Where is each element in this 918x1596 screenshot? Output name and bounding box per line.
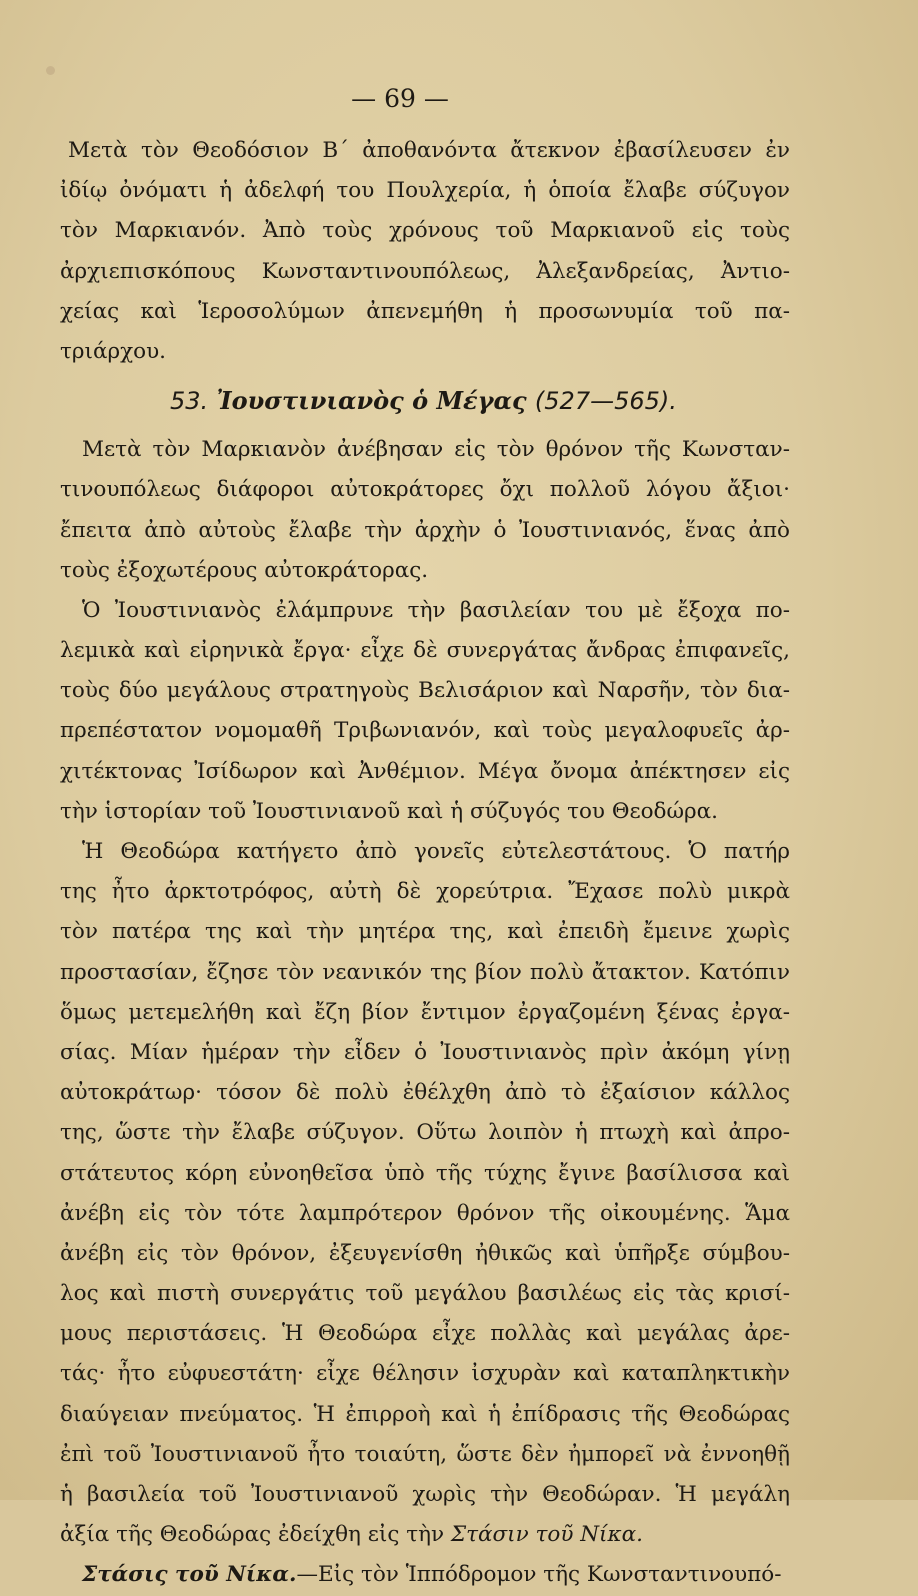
text-line: Ὁ Ἰουστινιανὸς ἐλάμπρυνε τὴν βασιλείαν του μὲ ἔξοχα πο- [82,597,790,623]
text-line: μους περιστάσεις. Ἡ Θεοδώρα εἶχε πολλὰς καὶ μεγάλας ἀρε- [60,1321,790,1347]
text-line: Ἡ Θεοδώρα κατήγετο ἀπὸ γονεῖς εὐτελεστάτους. Ὁ πατήρ [82,839,790,864]
section-heading [60,372,790,430]
text-line-italic: Στάσιν τοῦ Νίκα. [450,1522,643,1548]
text-line: ἀνέβη εἰς τὸν τότε λαμπρότερον θρόνον τῆς οἰκουμένης. Ἅμα [60,1200,790,1226]
text-line: τοὺς δύο μεγάλους στρατηγοὺς Βελισάριον καὶ Ναρσῆν, τὸν δια- [60,678,790,704]
text-line: λος καὶ πιστὴ συνεργάτις τοῦ μεγάλου βασιλέως εἰς τὰς κρισί- [60,1281,790,1307]
text-line: διαύγειαν πνεύματος. Ἡ ἐπιρροὴ καὶ ἡ ἐπίδρασις τῆς Θεοδώρας [60,1401,790,1427]
text-line-plain: —Εἰς τὸν Ἱππόδρομον τῆς Κωνσταντινουπό- [296,1562,782,1588]
text-line: ἀνέβη εἰς τὸν θρόνον, ἐξευγενίσθη ἠθικῶς καὶ ὑπῆρξε σύμβου- [60,1240,790,1266]
text-line: ἡ βασιλεία τοῦ Ἰουστινιανοῦ χωρὶς τὴν Θεοδώραν. Ἡ μεγάλη [60,1482,790,1507]
text-line: τριάρχου. [60,338,166,364]
text-line: ἀρχιεπισκόπους Κωνσταντινουπόλεως, Ἀλεξανδρείας, Ἀντιο- [60,258,790,284]
text-line: ἔπειτα ἀπὸ αὐτοὺς ἔλαβε τὴν ἀρχὴν ὁ Ἰουστινιανός, ἕνας ἀπὸ [60,517,790,543]
text-line: στάτευτος κόρη εὐνοηθεῖσα ὑπὸ τῆς τύχης ἔγινε βασίλισσα καὶ [60,1160,790,1186]
text-line: ἰδίῳ ὀνόματι ἡ ἀδελφή του Πουλχερία, ἡ ὁποία ἔλαβε σύζυγον [60,178,790,204]
text-line: λεμικὰ καὶ εἰρηνικὰ ἔργα· εἶχε δὲ συνεργάτας ἄνδρας ἐπιφανεῖς, [60,638,790,664]
text-line [60,1555,790,1595]
text-line: ὅμως μετεμελήθη καὶ ἔζη βίον ἔντιμον ἐργαζομένη ξένας ἐργα- [60,999,790,1025]
section-dates: (527—565). [534,387,677,416]
body-text [60,131,790,1596]
text-line: χιτέκτονας Ἰσίδωρον καὶ Ἀνθέμιον. Μέγα ὄνομα ἀπέκτησεν εἰς [60,758,790,784]
text-line: ἐπὶ τοῦ Ἰουστινιανοῦ ἦτο τοιαύτη, ὥστε δὲν ἠμπορεῖ νὰ ἐννοηθῇ [60,1441,790,1467]
text-line: σίας. Μίαν ἡμέραν τὴν εἶδεν ὁ Ἰουστινιανὸς πρὶν ἀκόμη γίνῃ [60,1039,790,1065]
text-line: τὸν Μαρκιανόν. Ἀπὸ τοὺς χρόνους τοῦ Μαρκιανοῦ εἰς τοὺς [60,218,790,244]
section-number: 53. [170,387,209,416]
text-line: τοὺς ἐξοχωτέρους αὐτοκράτορας. [60,557,429,583]
run-in-heading: Στάσις τοῦ Νίκα. [82,1562,297,1588]
text-line: της ἦτο ἀρκτοτρόφος, αὐτὴ δὲ χορεύτρια. Ἔχασε πολὺ μικρὰ [60,879,790,905]
text-line: Μετὰ τὸν Μαρκιανὸν ἀνέβησαν εἰς τὸν θρόνον τῆς Κωνσταν- [82,437,790,463]
text-line: τὴν ἱστορίαν τοῦ Ἰουστινιανοῦ καὶ ἡ σύζυγός του Θεοδώρα. [60,798,719,824]
text-line: τάς· ἦτο εὐφυεστάτη· εἶχε θέλησιν ἰσχυρὰν καὶ καταπληκτικὴν [60,1361,790,1387]
text-line: χείας καὶ Ἱεροσολύμων ἀπενεμήθη ἡ προσωνυμία τοῦ πα- [60,298,790,324]
text-line: προστασίαν, ἔζησε τὸν νεανικόν της βίον πολὺ ἄτακτον. Κατόπιν [60,959,790,985]
text-line [60,1515,790,1555]
paper-stain [46,66,55,75]
text-line: τὸν πατέρα της καὶ τὴν μητέρα της, καὶ ἐπειδὴ ἔμεινε χωρὶς [60,919,790,945]
text-line: πρεπέστατον νομομαθῆ Τριβωνιανόν, καὶ τοὺς μεγαλοφυεῖς ἀρ- [60,718,790,744]
text-line: Μετὰ τὸν Θεοδόσιον Β΄ ἀποθανόντα ἄτεκνον ἐβασίλευσεν ἐν [68,138,790,163]
text-line: της, ὥστε τὴν ἔλαβε σύζυγον. Οὕτω λοιπὸν ἡ πτωχὴ καὶ ἀπρο- [60,1120,790,1146]
section-title: Ἰουστινιανὸς ὁ Μέγας [216,386,527,416]
text-line: αὐτοκράτωρ· τόσον δὲ πολὺ ἐθέλχθη ἀπὸ τὸ ἐξαίσιον κάλλος [60,1080,790,1106]
page-number: — 69 — [351,84,449,113]
text-line: τινουπόλεως διάφοροι αὐτοκράτορες ὄχι πολλοῦ λόγου ἄξιοι· [60,477,790,503]
text-line-plain: ἀξία τῆς Θεοδώρας ἐδείχθη εἰς τὴν [60,1522,451,1548]
